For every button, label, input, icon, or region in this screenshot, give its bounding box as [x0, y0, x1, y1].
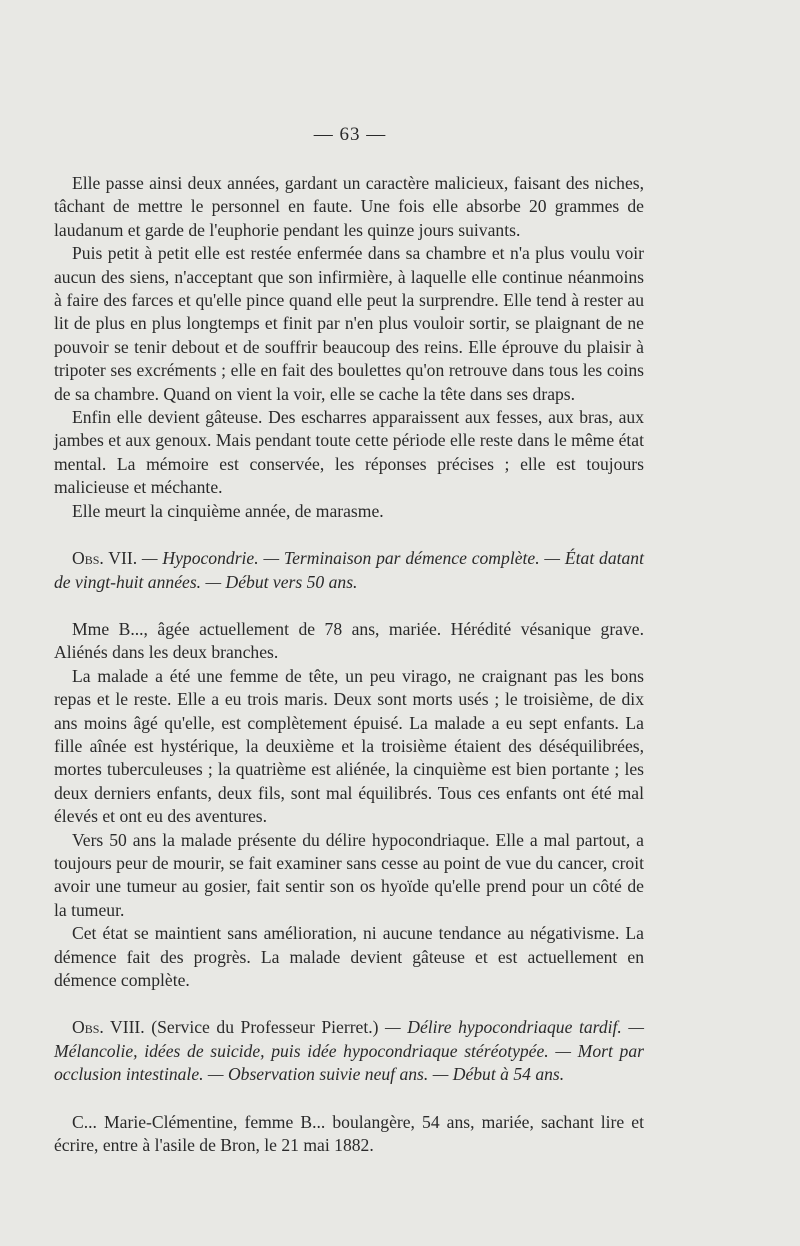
observation-number: Obs. VIII.: [72, 1017, 145, 1038]
paragraph: Cet état se maintient sans amélioration, ni aucune tendance au négativisme. La démence fait des progrès. La malade devient gâteuse et est actuellement en démence complète.: [54, 923, 644, 990]
paragraph: La malade a été une femme de tête, un peu virago, ne craignant pas les bons repas et le reste. Elle a eu trois maris. Deux sont morts usés ; le troisième, de dix ans moins âgé qu'elle, est complètement épuisé. La malade a eu sept enfants. La fille aînée est hystérique, la deuxième et la troisième étaient des déséquilibrées, mortes tuberculeuses ; la quatrième est aliénée, la cinquième est bien portante ; les deux derniers enfants, deux fils, sont mal équilibrés. Tous ces enfants ont été mal élevés et ont eu des aventures.: [54, 665, 644, 827]
paragraph: Vers 50 ans la malade présente du délire hypocondriaque. Elle a mal partout, a toujours peur de mourir, se fait examiner sans cesse au point de vue du cancer, croit avoir une tumeur au gosier, fait sentir son os hyoïde qu'elle prend pour un côté de la tumeur.: [54, 829, 644, 920]
observation-number: Obs. VII.: [72, 548, 138, 569]
paragraph: Mme B..., âgée actuellement de 78 ans, mariée. Hérédité vésanique grave. Aliénés dans les deux branches.: [54, 618, 644, 663]
observation-title: — Hypocondrie. — Terminaison par démence complète. — État datant de vingt-huit années. — Début vers 50 ans.: [54, 548, 644, 592]
body-text: [54, 172, 644, 1157]
observation-service: (Service du Professeur Pierret.): [144, 1017, 379, 1038]
observation-heading: [54, 547, 644, 594]
observation-heading: [54, 1016, 644, 1086]
paragraph: Puis petit à petit elle est restée enfermée dans sa chambre et n'a plus voulu voir aucun des siens, n'acceptant que son infirmière, à laquelle elle continue néanmoins à faire des farces et qu'elle pince quand elle peut la surprendre. Elle tend à rester au lit de plus en plus longtemps et finit par n'en plus vouloir sortir, se plaignant de ne pouvoir se tenir debout et de souffrir beaucoup des reins. Elle éprouve du plaisir à tripoter ses excréments ; elle en fait des boulettes qu'on retrouve dans tous les coins de sa chambre. Quand on vient la voir, elle se cache la tête dans ses draps.: [54, 243, 644, 404]
paragraph: Enfin elle devient gâteuse. Des escharres apparaissent aux fesses, aux bras, aux jambes et aux genoux. Mais pendant toute cette période elle reste dans le même état mental. La mémoire est conservée, les réponses précises ; elle est toujours malicieuse et méchante.: [54, 407, 644, 498]
page-number: — 63 —: [313, 124, 387, 145]
paragraph: C... Marie-Clémentine, femme B... boulangère, 54 ans, mariée, sachant lire et écrire, entre à l'asile de Bron, le 21 mai 1882.: [54, 1111, 644, 1156]
paragraph: Elle passe ainsi deux années, gardant un caractère malicieux, faisant des niches, tâchant de mettre le personnel en faute. Une fois elle absorbe 20 grammes de laudanum et garde de l'euphorie pendant les quinze jours suivants.: [54, 173, 644, 240]
paragraph: Elle meurt la cinquième année, de marasme.: [72, 500, 384, 521]
observation-title: — Délire hypocondriaque tardif. — Mélancolie, idées de suicide, puis idée hypocondriaque stéréotypée. — Mort par occlusion intestinale. — Observation suivie neuf ans. — Début à 54 ans.: [54, 1017, 644, 1085]
